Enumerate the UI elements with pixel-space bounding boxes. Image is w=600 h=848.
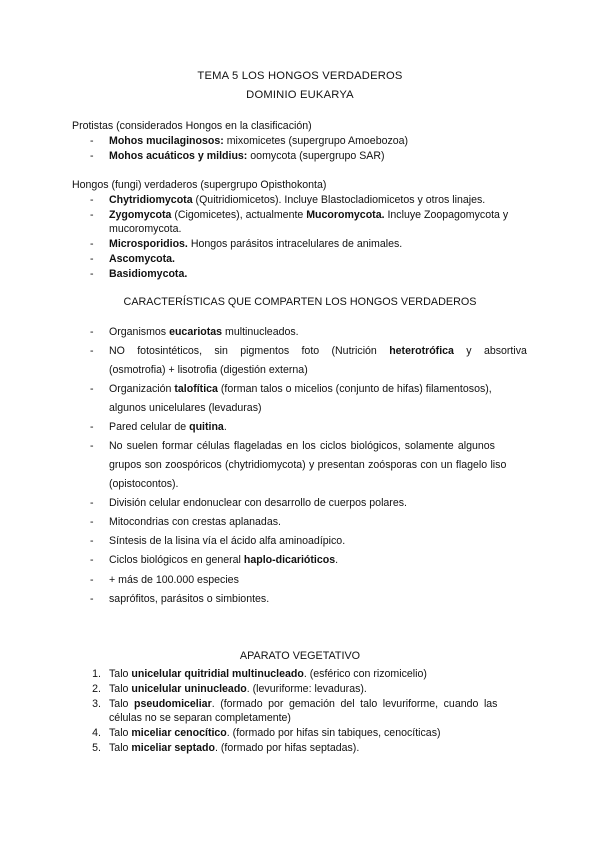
item-bold: miceliar cenocítico [131, 727, 227, 739]
item-text: Talo [109, 668, 132, 680]
feature-item [109, 326, 299, 338]
item-bold: miceliar septado [131, 742, 215, 754]
item-bold: Basidiomycota. [109, 268, 188, 280]
item-text: Hongos parásitos intracelulares de animales. [187, 238, 403, 250]
bullet-dash: - [90, 574, 94, 586]
list-item [109, 727, 441, 739]
list-number: 3. [92, 698, 101, 710]
item-text: Pared celular de [109, 421, 190, 433]
item-bold: haplo-dicarióticos [243, 554, 336, 566]
item-text: Ciclos biológicos en general [109, 554, 244, 566]
word: fotosintéticos, [137, 345, 203, 357]
list-item-continuation: células no se separan completamente) [109, 712, 291, 724]
bullet-dash: - [90, 326, 94, 338]
item-bold: unicelular uninucleado [131, 683, 247, 695]
bullet-dash: - [90, 150, 94, 162]
item-bold: Mohos acuáticos y mildius: [109, 150, 248, 162]
item-text: . (formado por hifas sin tabiques, cenocíticas) [226, 727, 441, 739]
bullet-dash: - [90, 440, 94, 452]
feature-item: No suelen formar células flageladas en los ciclos biológicos, solamente algunos [109, 440, 495, 452]
page-title: TEMA 5 LOS HONGOS VERDADEROS [197, 70, 403, 82]
item-bold: Chytridiomycota [109, 194, 193, 206]
bullet-dash: - [90, 516, 94, 528]
item-bold: pseudomiceliar [133, 698, 212, 710]
item-bold: talofítica [174, 383, 218, 395]
feature-item [109, 554, 338, 566]
item-text: Organismos [109, 326, 170, 338]
item-bold: Mucoromycota. [306, 209, 385, 221]
item-text: Organización [109, 383, 175, 395]
bullet-dash: - [90, 268, 94, 280]
feature-item: Mitocondrias con crestas aplanadas. [109, 516, 281, 528]
protistas-intro: Protistas (considerados Hongos en la clasificación) [72, 120, 312, 132]
hongos-item-continuation: mucoromycota. [109, 223, 182, 235]
item-text: . (formado por hifas septadas). [215, 742, 360, 754]
item-text: Incluye Zoopagomycota y [384, 209, 509, 221]
list-number: 4. [92, 727, 101, 739]
item-text: (Quitridiomicetos). Incluye Blastocladiomicetos y otros linajes. [192, 194, 486, 206]
item-text: . (levuriforme: levaduras). [246, 683, 367, 695]
feature-item-continuation: (osmotrofia) + lisotrofia (digestión externa) [109, 364, 308, 376]
bullet-dash: - [90, 135, 94, 147]
hongos-item [109, 194, 485, 206]
item-bold: heterotrófica [389, 345, 454, 357]
item-bold: eucariotas [169, 326, 223, 338]
word: sin [214, 345, 228, 357]
page-subtitle: DOMINIO EUKARYA [246, 89, 354, 101]
feature-item: + más de 100.000 especies [109, 574, 239, 586]
bullet-dash: - [90, 535, 94, 547]
item-text: . (esférico con rizomicelio) [303, 668, 427, 680]
item-bold: Microsporidios. [109, 238, 188, 250]
hongos-item [109, 268, 187, 280]
item-text: Talo [109, 742, 132, 754]
list-number: 5. [92, 742, 101, 754]
feature-item-continuation: (opistocontos). [109, 478, 179, 490]
item-text: Talo [109, 683, 132, 695]
hongos-intro: Hongos (fungi) verdaderos (supergrupo Opisthokonta) [72, 179, 327, 191]
protistas-item [109, 150, 385, 162]
item-text: . (formado por gemación del talo levuriforme, cuando las [211, 698, 498, 710]
item-text: Talo [109, 698, 134, 710]
feature-item [109, 383, 492, 395]
list-item [109, 668, 427, 680]
item-text: oomycota (supergrupo SAR) [247, 150, 385, 162]
bullet-dash: - [90, 345, 94, 357]
item-text: multinucleados. [222, 326, 299, 338]
list-number: 2. [92, 683, 101, 695]
bullet-dash: - [90, 497, 94, 509]
item-bold: quitina [189, 421, 224, 433]
bullet-dash: - [90, 554, 94, 566]
section-heading: CARACTERÍSTICAS QUE COMPARTEN LOS HONGOS VERDADEROS [123, 296, 477, 308]
list-item [109, 683, 367, 695]
list-item [109, 742, 359, 754]
item-text: mixomicetes (supergrupo Amoebozoa) [223, 135, 409, 147]
item-bold: unicelular quitridial multinucleado [131, 668, 304, 680]
feature-item-continuation: grupos son zoospóricos (chytridiomycota) y presentan zoósporas con un flagelo liso [109, 459, 507, 471]
word: pigmentos [240, 345, 290, 357]
hongos-item [109, 209, 508, 221]
feature-item [109, 421, 227, 433]
bullet-dash: - [90, 194, 94, 206]
list-item [109, 698, 527, 710]
item-bold: Ascomycota. [109, 253, 175, 265]
bullet-dash: - [90, 238, 94, 250]
word: NO [109, 345, 125, 357]
word: (Nutrición [331, 345, 377, 357]
item-bold: Mohos mucilaginosos: [109, 135, 224, 147]
bullet-dash: - [90, 253, 94, 265]
item-text: (forman talos o micelios (conjunto de hifas) filamentosos), [217, 383, 492, 395]
bullet-dash: - [90, 593, 94, 605]
hongos-item [109, 253, 175, 265]
word: absortiva [483, 345, 527, 357]
item-text: . [335, 554, 339, 566]
item-text: (Cigomicetes), actualmente [171, 209, 307, 221]
section-heading: APARATO VEGETATIVO [239, 650, 361, 662]
word: foto [301, 345, 320, 357]
feature-item [109, 345, 527, 357]
item-text: Talo [109, 727, 132, 739]
hongos-item [109, 238, 402, 250]
feature-item: saprófitos, parásitos o simbiontes. [109, 593, 270, 605]
feature-item-continuation: algunos unicelulares (levaduras) [109, 402, 262, 414]
item-text: . [223, 421, 227, 433]
bullet-dash: - [90, 421, 94, 433]
bullet-dash: - [90, 209, 94, 221]
word: y [466, 345, 472, 357]
item-bold: Zygomycota [109, 209, 172, 221]
protistas-item [109, 135, 408, 147]
feature-item: División celular endonuclear con desarrollo de cuerpos polares. [109, 497, 407, 509]
bullet-dash: - [90, 383, 94, 395]
feature-item: Síntesis de la lisina vía el ácido alfa aminoadípico. [109, 535, 346, 547]
list-number: 1. [92, 668, 101, 680]
